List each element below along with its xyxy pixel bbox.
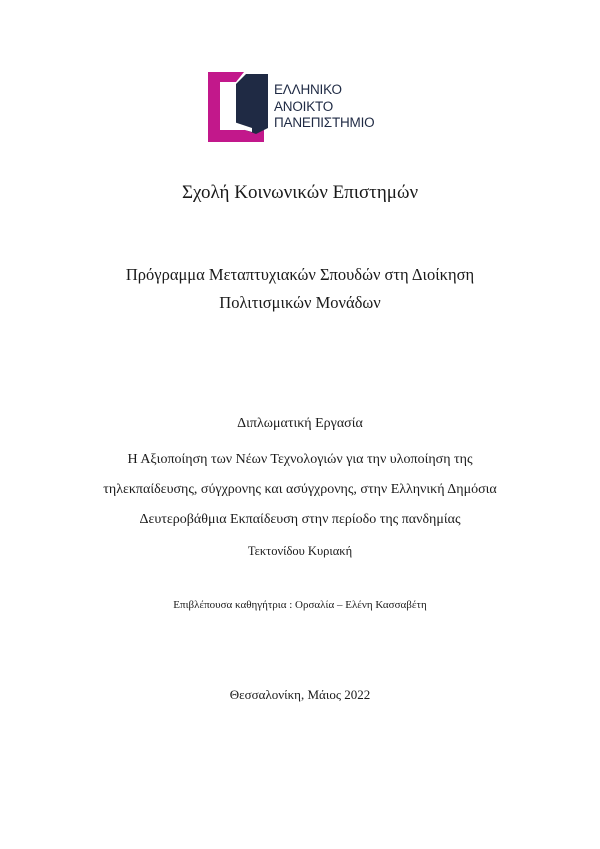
logo-line-1: ΕΛΛΗΝΙΚΟ: [274, 82, 342, 97]
logo-wordmark: [274, 82, 374, 132]
place-date: Θεσσαλονίκη, Μάιος 2022: [229, 687, 371, 702]
thesis-label: Διπλωματική Εργασία: [237, 416, 363, 431]
school-name: Σχολή Κοινωνικών Επιστημών: [181, 182, 419, 203]
thesis-title-line-3: Δευτεροβάθμια Εκπαίδευση στην περίοδο της πανδημίας: [139, 512, 461, 527]
thesis-title-line-2: τηλεκπαίδευσης, σύγχρονης και ασύγχρονης, στην Ελληνική Δημόσια: [103, 482, 497, 497]
program-title-line-1: Πρόγραμμα Μεταπτυχιακών Σπουδών στη Διοίκηση: [125, 265, 475, 284]
thesis-title-line-1: Η Αξιοποίηση των Νέων Τεχνολογιών για την υλοποίηση της: [127, 452, 473, 467]
supervisor: Επιβλέπουσα καθηγήτρια : Ορσαλία – Ελένη Κασσαβέτη: [173, 599, 427, 611]
program-title-line-2: Πολιτισμικών Μονάδων: [219, 293, 381, 312]
author-name: Τεκτονίδου Κυριακή: [247, 544, 353, 558]
logo-line-3: ΠΑΝΕΠΙΣΤΗΜΙΟ: [274, 115, 375, 130]
logo-line-2: ΑΝΟΙΚΤΟ: [274, 98, 334, 114]
logo-mark-icon: [206, 70, 272, 142]
university-logo: [206, 70, 396, 142]
